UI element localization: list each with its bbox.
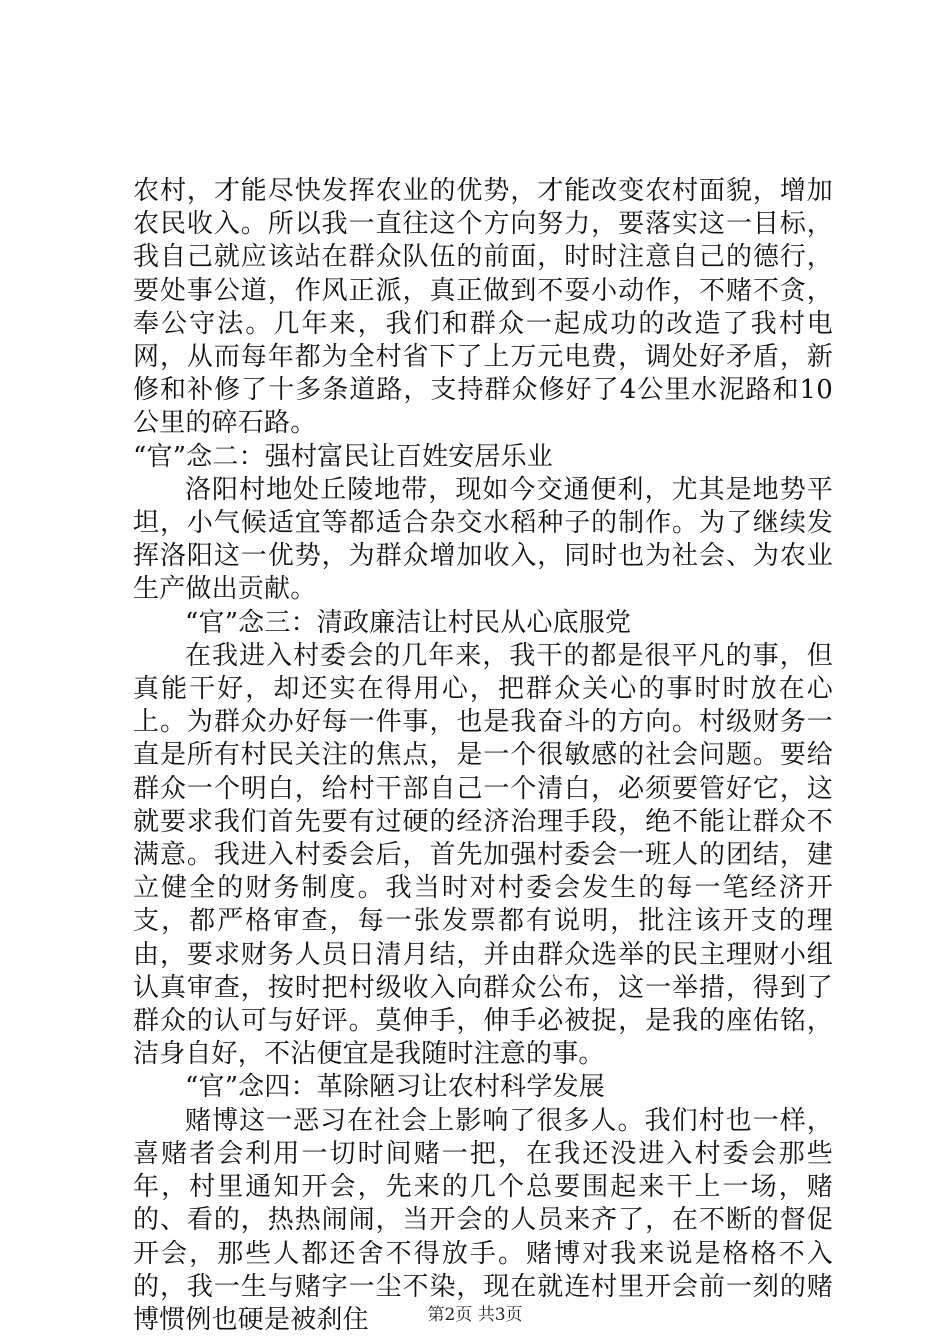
paragraph-section-3: 在我进入村委会的几年来，我干的都是很平凡的事，但真能干好，却还实在得用心，把群众关心的事时时放在心上。为群众办好每一件事，也是我奋斗的方向。村级财务一直是所有村民关注的焦点，是一个很敏感的社会问题。要给群众一个明白，给村干部自己一个清白，必须要管好它，这就要求我们首先要有过硬的经济治理手段，绝不能让群众不满意。我进入村委会后，首先加强村委会一班人的团结，建立健全的财务制度。我当时对村委会发生的每一笔经济开支，都严格审查，每一张发票都有说明，批注该开支的理由，要求财务人员日清月结，并由群众选举的民主理财小组认真审查，按时把村级收入向群众公布，这一举措，得到了群众的认可与好评。莫伸手，伸手必被捉，是我的座佑铭，洁身自好，不沾便宜是我随时注意的事。 [133, 640, 833, 1070]
document-body [133, 175, 833, 1337]
page-number-footer: 第2页 共3页 [427, 1305, 523, 1325]
paragraph-section-2: 洛阳村地处丘陵地带，现如今交通便利，尤其是地势平坦，小气候适宜等都适合杂交水稻种子的制作。为了继续发挥洛阳这一优势，为群众增加收入，同时也为社会、为农业生产做出贡献。 [133, 474, 833, 605]
section-heading-3: “官”念三：清政廉洁让村民从心底服党 [185, 607, 632, 638]
section-heading-4: “官”念四：革除陋习让农村科学发展 [185, 1072, 605, 1103]
paragraph-section-4: 赌博这一恶习在社会上影响了很多人。我们村也一样，喜赌者会利用一切时间赌一把，在我还没进入村委会那些年，村里通知开会，先来的几个总要围起来干上一场，赌的、看的，热热闹闹，当开会的人员来齐了，在不断的督促开会，那些人都还舍不得放手。赌博对我来说是格格不入的，我一生与赌字一尘不染，现在就连村里开会前一刻的赌博惯例也硬是被刹住 [133, 1105, 833, 1335]
section-heading-2: “官”念二：强村富民让百姓安居乐业 [133, 441, 553, 472]
paragraph-intro: 农村，才能尽快发挥农业的优势，才能改变农村面貌，增加农民收入。所以我一直往这个方向努力，要落实这一目标，我自己就应该站在群众队伍的前面，时时注意自己的德行，要处事公道，作风正派，真正做到不耍小动作，不赌不贪，奉公守法。几年来，我们和群众一起成功的改造了我村电网，从而每年都为全村省下了上万元电费，调处好矛盾，新修和补修了十多条道路，支持群众修好了4公里水泥路和10公里的碎石路。 [133, 176, 833, 439]
